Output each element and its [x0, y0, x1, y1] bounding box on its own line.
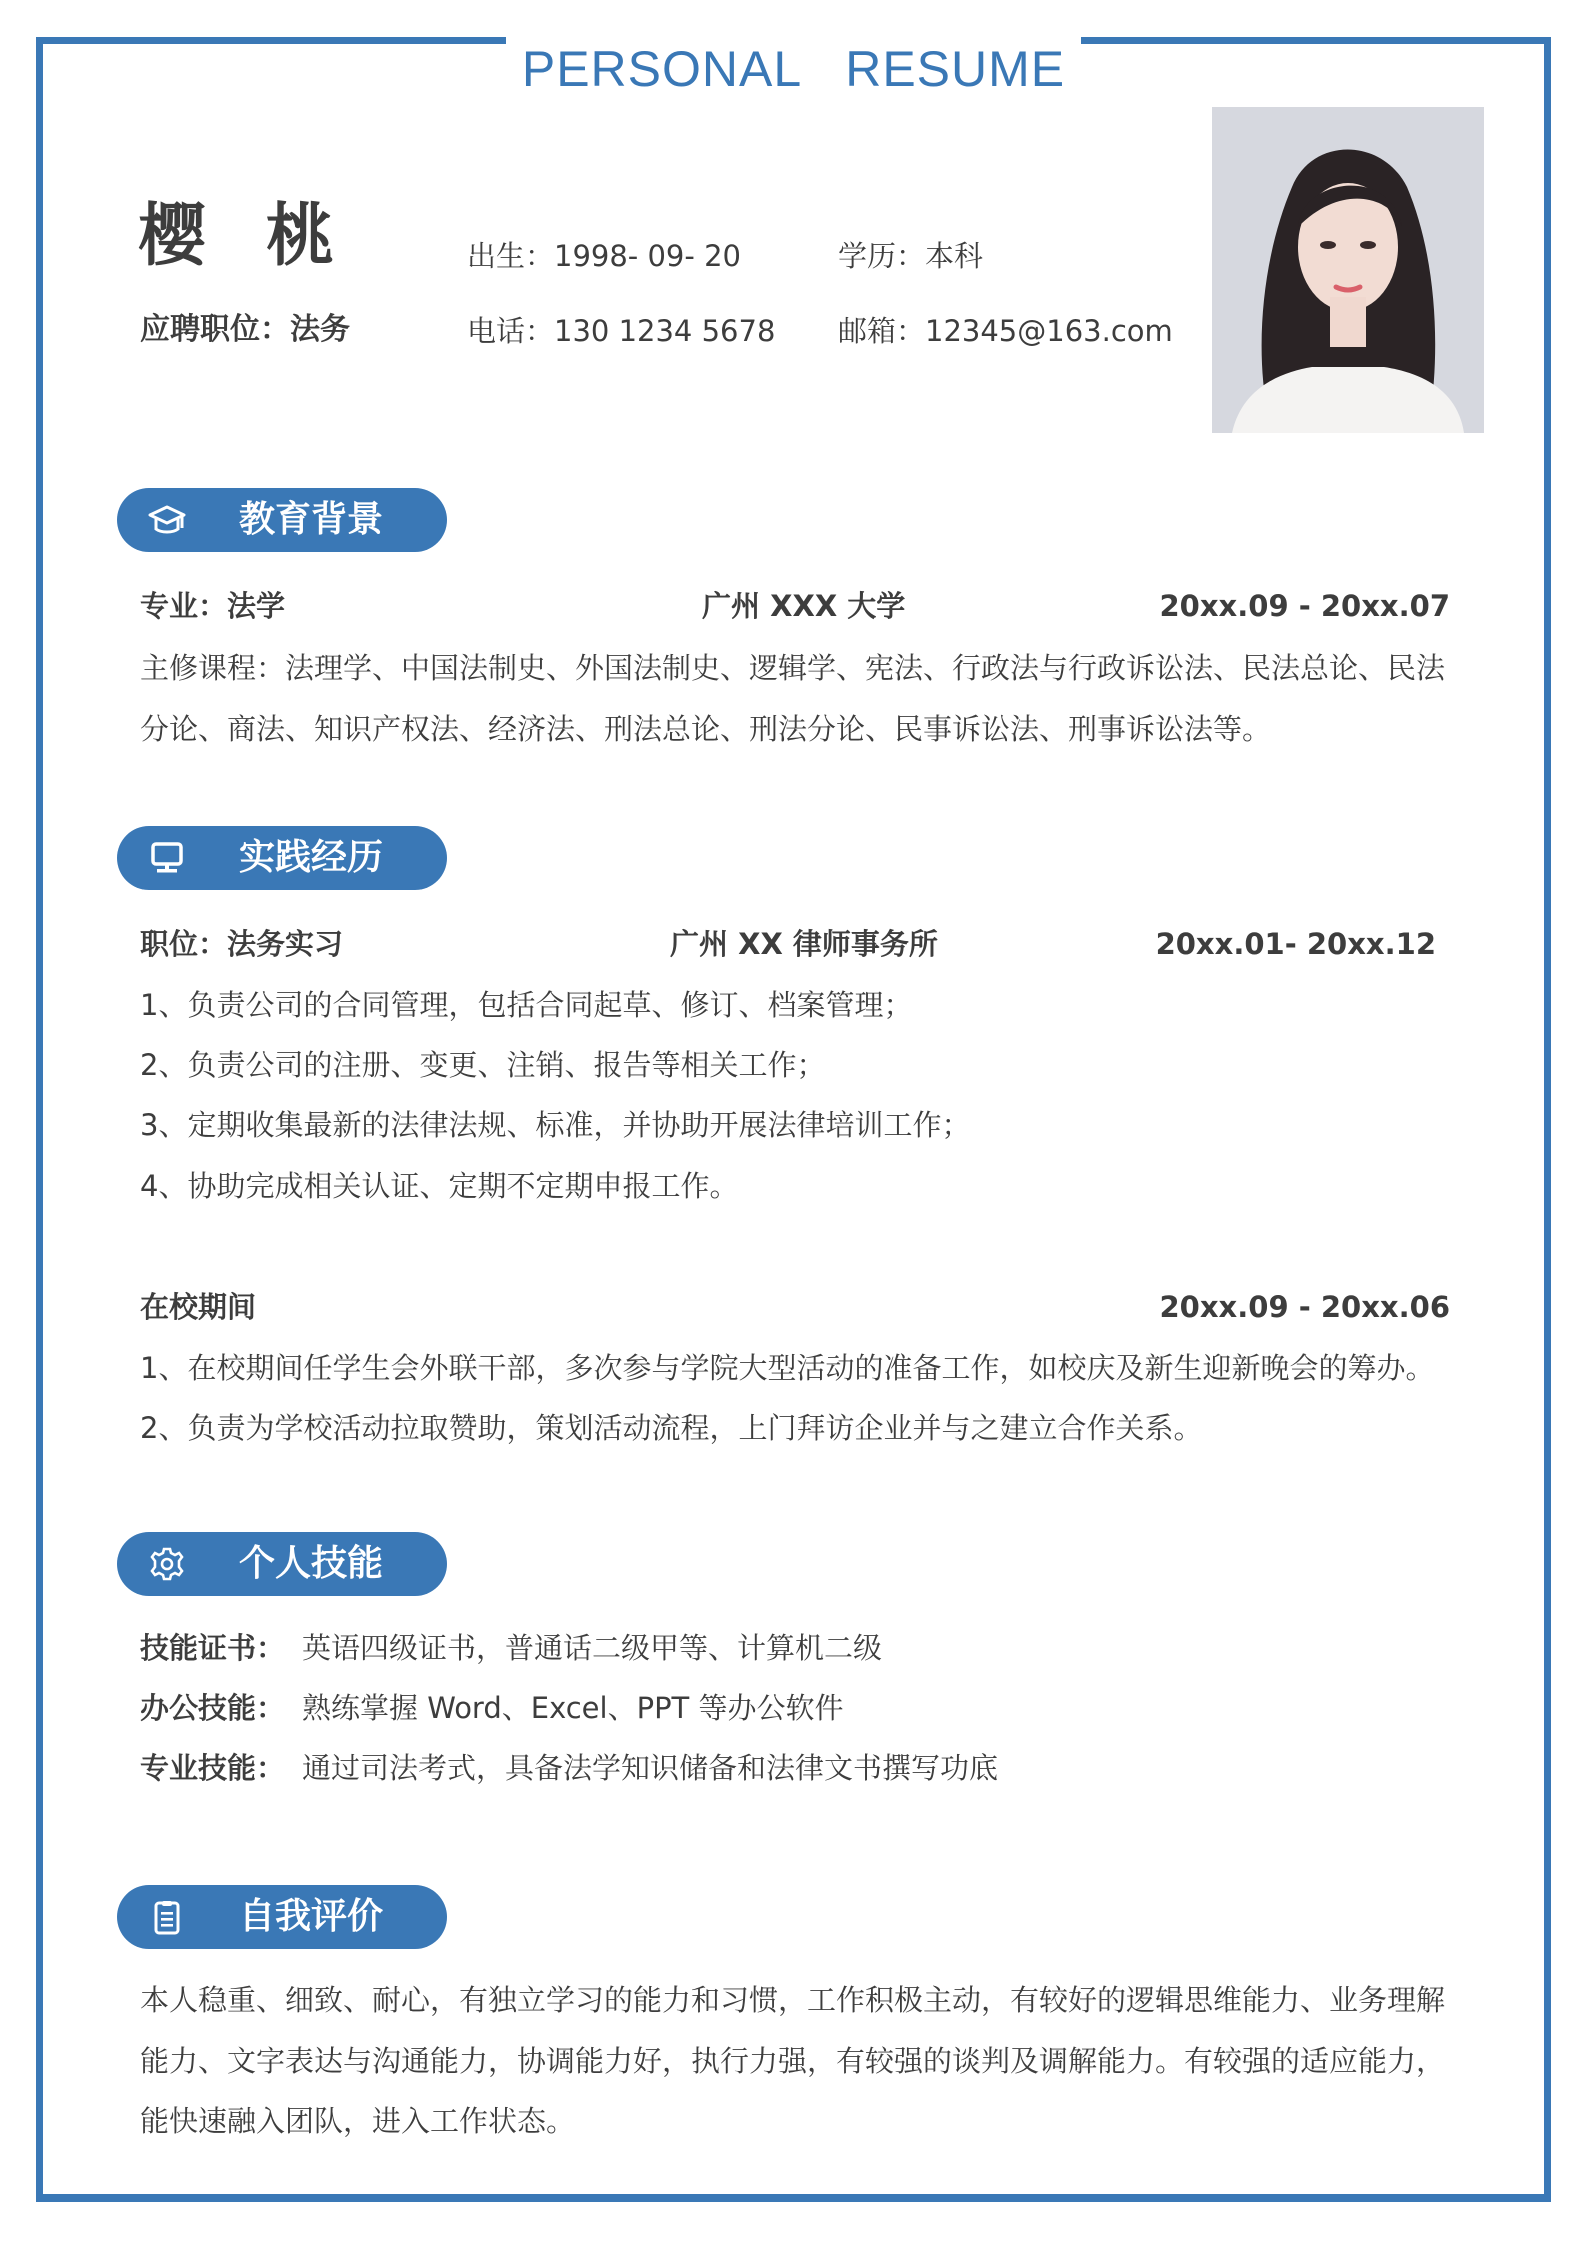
job-position: 职位：法务实习 — [140, 927, 344, 961]
frame-left-border — [36, 37, 43, 2201]
profile-photo — [1212, 107, 1484, 433]
skill-value: 通过司法考式，具备法学知识储备和法律文书撰写功底 — [302, 1751, 999, 1785]
school-activity-item: 1、在校期间任学生会外联干部，多次参与学院大型活动的准备工作，如校庆及新生迎新晚会的筹办。 — [140, 1351, 1435, 1385]
job-duty-item: 2、负责公司的注册、变更、注销、报告等相关工作； — [140, 1048, 826, 1082]
major: 专业：法学 — [140, 589, 286, 623]
email-address: 邮箱：12345@163.com — [838, 314, 1173, 348]
document-title: PERSONAL RESUME — [521, 41, 1066, 97]
skill-label: 办公技能： — [140, 1691, 286, 1725]
portrait-illustration — [1212, 107, 1484, 433]
job-period: 20xx.01- 20xx.12 — [1155, 927, 1436, 961]
frame-top-right-border — [1081, 37, 1551, 44]
skill-label: 技能证书： — [140, 1631, 286, 1665]
self-evaluation-line: 能快速融入团队，进入工作状态。 — [140, 2104, 576, 2138]
section-header-education — [117, 488, 447, 552]
section-title: 实践经历 — [239, 837, 384, 878]
monitor-icon — [147, 840, 187, 876]
skill-item — [140, 1686, 844, 1730]
frame-right-border — [1544, 37, 1551, 2201]
graduation-cap-icon — [147, 502, 187, 538]
job-duty-item: 1、负责公司的合同管理，包括合同起草、修订、档案管理； — [140, 988, 913, 1022]
birth-date: 出生：1998- 09- 20 — [467, 239, 741, 273]
frame-top-left-border — [36, 37, 506, 44]
gear-icon — [147, 1546, 187, 1582]
self-evaluation-line: 本人稳重、细致、耐心，有独立学习的能力和习惯，工作积极主动，有较好的逻辑思维能力、业务理解 — [140, 1983, 1446, 2017]
education-level: 学历：本科 — [838, 239, 984, 273]
education-period: 20xx.09 - 20xx.07 — [1159, 589, 1450, 623]
school-period-dates: 20xx.09 - 20xx.06 — [1159, 1290, 1450, 1324]
section-header-skills — [117, 1532, 447, 1596]
skill-item — [140, 1626, 882, 1670]
phone-number: 电话：130 1234 5678 — [467, 314, 776, 348]
school-activity-item: 2、负责为学校活动拉取赞助，策划活动流程，上门拜访企业并与之建立合作关系。 — [140, 1411, 1203, 1445]
skill-item — [140, 1746, 998, 1790]
self-evaluation-line: 能力、文字表达与沟通能力，协调能力好，执行力强，有较强的谈判及调解能力。有较强的适应能力， — [140, 2044, 1446, 2078]
applicant-name: 樱桃 — [138, 197, 395, 276]
courses-line-2: 分论、商法、知识产权法、经济法、刑法总论、刑法分论、民事诉讼法、刑事诉讼法等。 — [140, 712, 1272, 746]
section-header-practice — [117, 826, 447, 890]
section-header-self-evaluation — [117, 1885, 447, 1949]
education-summary-row — [140, 584, 1450, 628]
school-name: 广州 XXX 大学 — [702, 589, 906, 623]
school-period-row — [140, 1285, 1450, 1329]
clipboard-icon — [147, 1899, 187, 1935]
skill-value: 英语四级证书，普通话二级甲等、计算机二级 — [302, 1631, 883, 1665]
company-name: 广州 XX 律师事务所 — [670, 927, 938, 961]
job-duty-item: 4、协助完成相关认证、定期不定期申报工作。 — [140, 1169, 739, 1203]
courses-line-1: 主修课程：法理学、中国法制史、外国法制史、逻辑学、宪法、行政法与行政诉讼法、民法总论、民法 — [140, 651, 1446, 685]
section-title: 个人技能 — [239, 1543, 384, 1584]
frame-bottom-border — [36, 2194, 1551, 2202]
school-period-title: 在校期间 — [140, 1290, 257, 1324]
section-title: 教育背景 — [239, 499, 384, 540]
skill-label: 专业技能： — [140, 1751, 286, 1785]
job-summary-row — [140, 922, 1440, 966]
job-duty-item: 3、定期收集最新的法律法规、标准，并协助开展法律培训工作； — [140, 1108, 971, 1142]
applied-position: 应聘职位：法务 — [140, 312, 350, 347]
skill-value: 熟练掌握 Word、Excel、PPT 等办公软件 — [302, 1691, 844, 1725]
section-title: 自我评价 — [239, 1896, 384, 1937]
